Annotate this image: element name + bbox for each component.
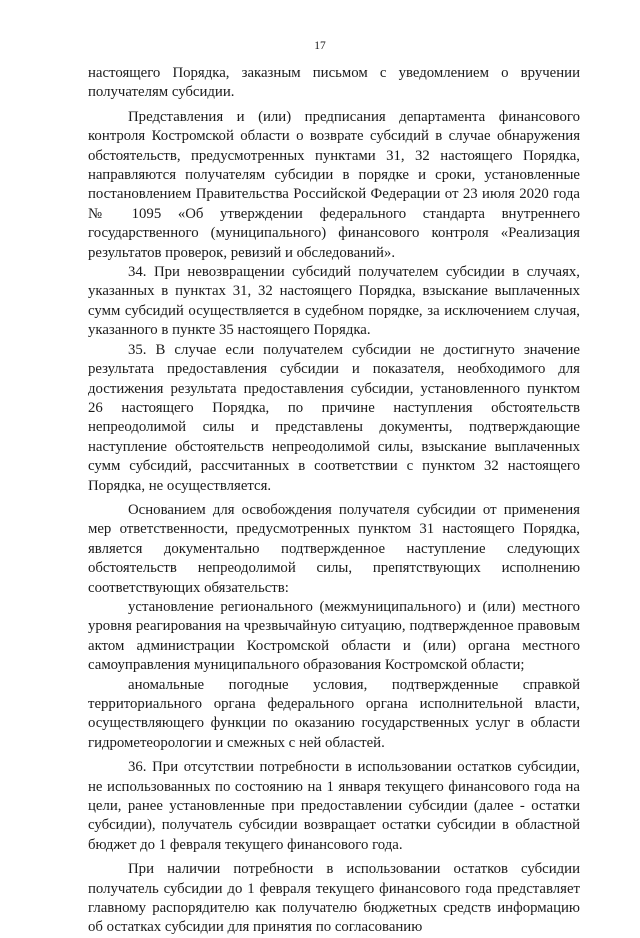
- paragraph-continuation: настоящего Порядка, заказным письмом с уведомлением о вручении получателям субсидии.: [88, 65, 580, 101]
- paragraph-item-34: 34. При невозвращении субсидий получателем субсидии в случаях, указанных в пунктах 31, 32 настоящего Порядка, взыскание выплаченных сумм субсидий осуществляется в судебном порядке, за исключением случая, указанного в пункте 35 настоящего Порядка.: [88, 264, 580, 339]
- page-number: 17: [314, 40, 326, 52]
- document-body: [88, 64, 580, 938]
- paragraph-weather: аномальные погодные условия, подтвержденные справкой территориального органа федерального органа исполнительной власти, осуществляющего функции по оказанию государственных услуг в области гидрометеорологии и смежных с ней областей.: [88, 676, 580, 751]
- paragraph-representations: Представления и (или) предписания департамента финансового контроля Костромской области о возврате субсидий в случае обнаружения обстоятельств, предусмотренных пунктами 31, 32 настоящего Порядка, направляются получателям субсидии в порядке и сроки, установленные постановлением Правительства Российской Федерации от 23 июля 2020 года № 1095 «Об утверждении федерального стандарта внутреннего государственного (муниципального) финансового контроля «Реализация результатов проверок, ревизий и обследований».: [88, 108, 580, 261]
- paragraph-grounds: Основанием для освобождения получателя субсидии от применения мер ответственности, предусмотренных пунктом 31 настоящего Порядка, является документально подтвержденное наступление следующих обстоятельств непреодолимой силы, препятствующих исполнению соответствующих обязательств:: [88, 501, 580, 596]
- paragraph-item-35: 35. В случае если получателем субсидии не достигнуто значение результата предоставления субсидии и показателя, необходимого для достижения результата предоставления субсидии, установленного пунктом 26 настоящего Порядка, по причине наступления обстоятельств непреодолимой силы и представлены документы, подтверждающие наступление обстоятельств непреодолимой силы, взыскание выплаченных сумм субсидий, рассчитанных в соответствии с пунктом 32 настоящего Порядка, не осуществляется.: [88, 341, 580, 494]
- paragraph-item-36: 36. При отсутствии потребности в использовании остатков субсидии, не использованных по состоянию на 1 января текущего финансового года на цели, ранее установленные при предоставлении субсидии (далее - остатки субсидии), получатель субсидии возвращает остатки субсидии в областной бюджет до 1 февраля текущего финансового года.: [88, 759, 580, 853]
- paragraph-emergency: установление регионального (межмуниципального) и (или) местного уровня реагирования на чрезвычайную ситуацию, подтвержденное правовым актом администрации Костромской области и (или) органа местного самоуправления муниципального образования Костромской области;: [88, 598, 580, 674]
- paragraph-remaining-need: При наличии потребности в использовании остатков субсидии получатель субсидии до 1 февраля текущего финансового года представляет главному распорядителю как получателю бюджетных средств информацию об остатках субсидии для принятия по согласованию: [88, 861, 580, 936]
